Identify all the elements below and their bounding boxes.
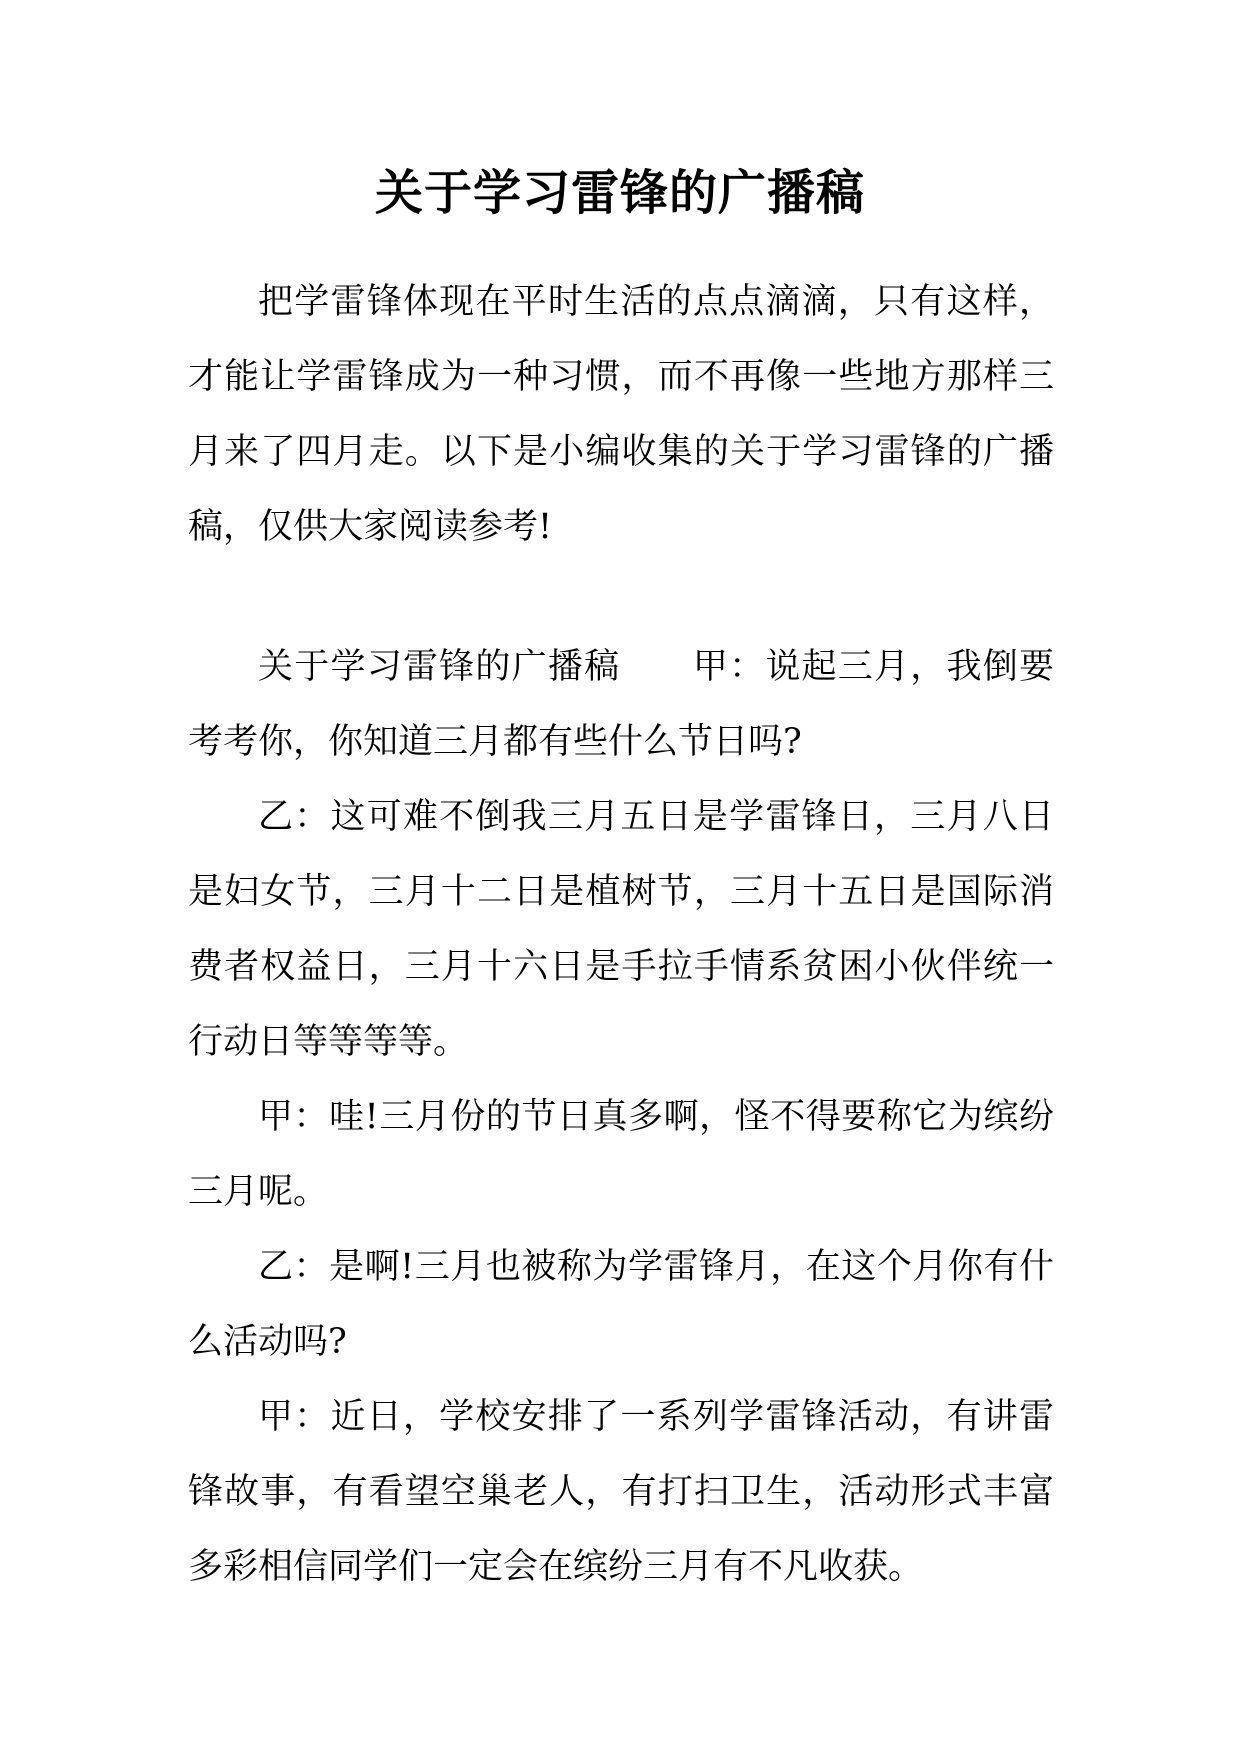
dialogue-paragraph: 甲：哇!三月份的节日真多啊，怪不得要称它为缤纷三月呢。 [188, 1097, 1054, 1212]
dialogue-paragraph: 甲：近日，学校安排了一系列学雷锋活动，有讲雷锋故事，有看望空巢老人，有打扫卫生，活动形式丰富多彩相信同学们一定会在缤纷三月有不凡收获。 [188, 1397, 1054, 1587]
dialogue-paragraph: 乙：是啊!三月也被称为学雷锋月，在这个月你有什么活动吗? [188, 1247, 1054, 1362]
document-body [188, 265, 1054, 1605]
dialogue-paragraph: 乙：这可难不倒我三月五日是学雷锋日，三月八日是妇女节，三月十二日是植树节，三月十五日是国际消费者权益日，三月十六日是手拉手情系贫困小伙伴统一行动日等等等等。 [188, 797, 1054, 1062]
document-title: 关于学习雷锋的广播稿 [374, 165, 865, 221]
paragraph-gap [188, 565, 1054, 630]
dialogue-paragraph: 关于学习雷锋的广播稿 甲：说起三月，我倒要考考你，你知道三月都有些什么节日吗? [188, 647, 1054, 762]
intro-paragraph: 把学雷锋体现在平时生活的点点滴滴，只有这样，才能让学雷锋成为一种习惯，而不再像一些地方那样三月来了四月走。以下是小编收集的关于学习雷锋的广播稿，仅供大家阅读参考! [188, 282, 1054, 547]
